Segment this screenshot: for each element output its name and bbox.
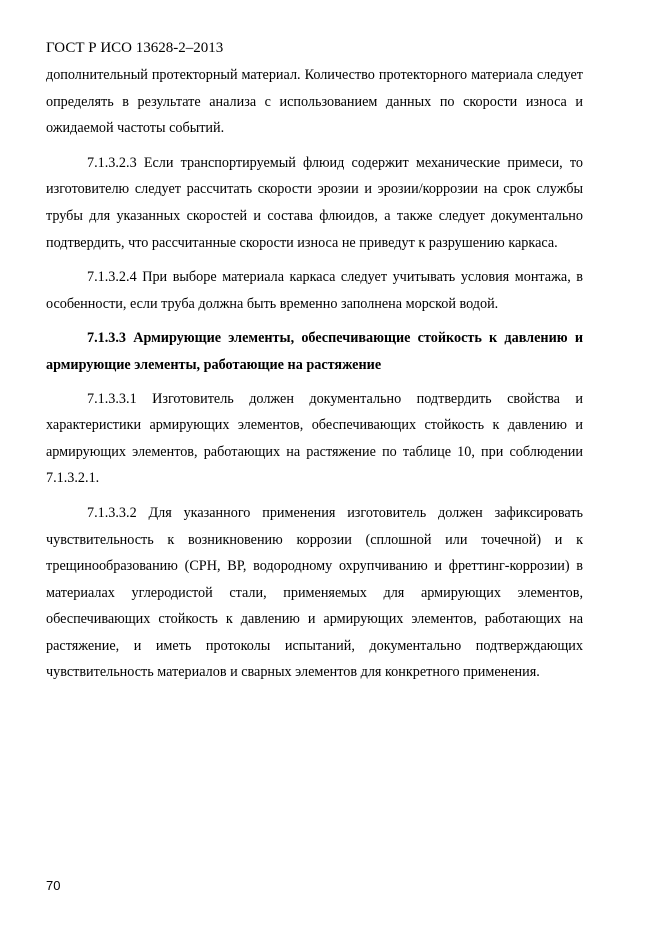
- paragraph-7-1-3-2-3: 7.1.3.2.3 Если транспортируемый флюид содержит механические примеси, то изготовителю следует рассчитать скорости эрозии и эрозии/коррозии на срок службы трубы для указанных скоростей и состава флюидов, а также следует документально подтвердить, что рассчитанные скорости износа не приведут к разрушению каркаса.: [46, 154, 583, 251]
- paragraph-7-1-3-2-4: 7.1.3.2.4 При выборе материала каркаса следует учитывать условия монтажа, в особенности, если труба должна быть временно заполнена морской водой.: [46, 269, 583, 312]
- document-body: [46, 62, 583, 686]
- page-number: 70: [46, 878, 61, 893]
- paragraph-7-1-3-3-2: 7.1.3.3.2 Для указанного применения изготовитель должен зафиксировать чувствительность к возникновению коррозии (сплошной или точечной) и к трещинообразованию (СРН, ВР, водородному охрупчиванию и фреттинг-коррозии) в материалах углеродистой стали, применяемых для армирующих элементов, обеспечивающих стойкость к давлению и армирующих элементов, работающих на растяжение, и иметь протоколы испытаний, документально подтверждающих чувствительность материалов и сварных элементов для конкретного применения.: [46, 504, 583, 681]
- paragraph-continuation: дополнительный протекторный материал. Количество протекторного материала следует определять в результате анализа с использованием данных по скорости износа и ожидаемой частоты событий.: [46, 67, 583, 137]
- document-header: ГОСТ Р ИСО 13628-2–2013: [46, 40, 224, 56]
- section-heading-7-1-3-3: 7.1.3.3 Армирующие элементы, обеспечивающие стойкость к давлению и армирующие элементы, работающие на растяжение: [46, 330, 583, 373]
- paragraph-7-1-3-3-1: 7.1.3.3.1 Изготовитель должен документально подтвердить свойства и характеристики армирующих элементов, обеспечивающих стойкость к давлению и армирующих элементов, работающих на растяжение по таблице 10, при соблюдении 7.1.3.2.1.: [46, 390, 583, 487]
